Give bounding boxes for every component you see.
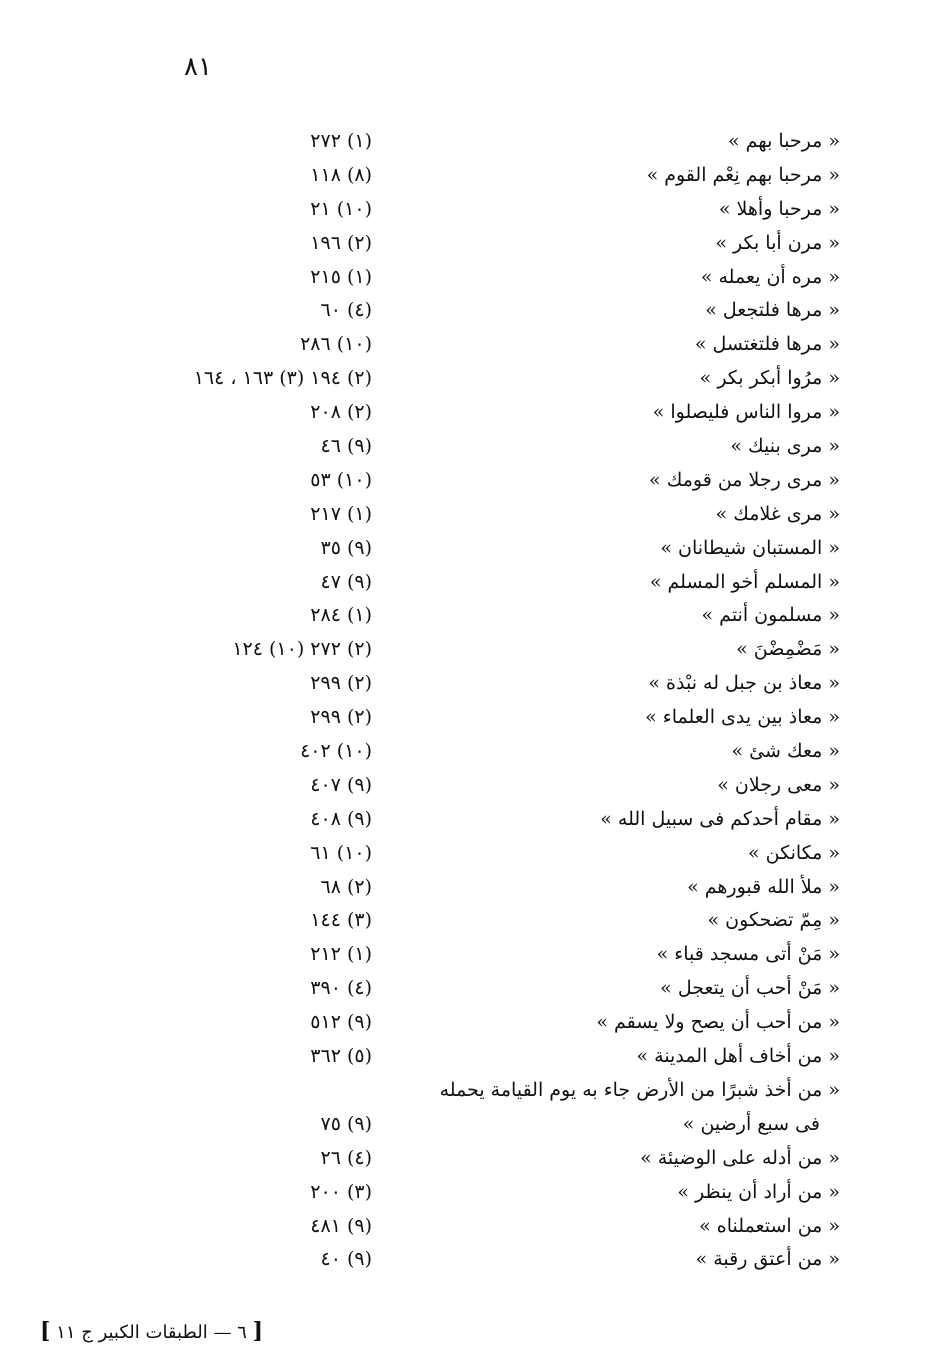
entry-phrase-text: « معك شئ » <box>731 740 840 763</box>
entry-reference: (٩) ٤٨١ <box>310 1214 372 1237</box>
index-entry <box>0 362 946 396</box>
entry-phrase-text: « مِمّ تضحكون » <box>707 909 840 932</box>
entry-reference: (١) ٢٨٤ <box>310 604 372 627</box>
entry-phrase <box>410 904 840 938</box>
index-entry <box>0 227 946 261</box>
entry-phrase-text: « المسلم أخو المسلم » <box>649 570 840 593</box>
entry-reference: (٢) ١٩٤ (٣) ١٦٣ ، ١٦٤ <box>193 367 372 390</box>
index-list <box>0 125 946 1277</box>
index-entry <box>0 566 946 600</box>
entry-phrase <box>410 735 840 769</box>
index-entry <box>0 1243 946 1277</box>
entry-phrase <box>410 1176 840 1210</box>
index-entry <box>0 938 946 972</box>
entry-phrase-continuation: فى سبع أرضين » <box>682 1112 820 1135</box>
entry-phrase-text: « مرها فلتغتسل » <box>694 333 840 356</box>
entry-phrase <box>410 532 840 566</box>
entry-phrase <box>410 972 840 1006</box>
index-entry <box>0 1142 946 1176</box>
entry-reference: (٩) ٤٠٧ <box>310 773 372 796</box>
entry-reference: (١) ٢١٥ <box>310 265 372 288</box>
entry-phrase <box>410 701 840 735</box>
entry-phrase-text: « مرى بنيك » <box>730 435 840 458</box>
index-entry <box>0 599 946 633</box>
index-entry <box>0 769 946 803</box>
index-entry <box>0 1006 946 1040</box>
entry-phrase <box>410 261 840 295</box>
index-entry <box>0 1176 946 1210</box>
entry-phrase <box>410 803 840 837</box>
entry-reference: (١) ٢١٢ <box>310 943 372 966</box>
signature-footer <box>40 1318 263 1344</box>
entry-reference: (٢) ٢٠٨ <box>310 401 372 424</box>
entry-phrase-text: « مرُوا أبكر بكر » <box>699 367 840 390</box>
entry-reference: (٥) ٣٦٢ <box>310 1045 372 1068</box>
index-entry <box>0 972 946 1006</box>
entry-phrase <box>410 498 840 532</box>
index-entry <box>0 193 946 227</box>
entry-reference: (١٠) ٥٣ <box>310 468 372 491</box>
entry-reference: (١) ٢١٧ <box>310 502 372 525</box>
entry-reference: (٨) ١١٨ <box>310 163 372 186</box>
entry-phrase <box>410 464 840 498</box>
entry-reference: (١٠) ٦١ <box>310 841 372 864</box>
index-entry <box>0 904 946 938</box>
entry-phrase-text: « ملأ الله قبورهم » <box>687 875 840 898</box>
entry-phrase-text: « مروا الناس فليصلوا » <box>652 401 840 424</box>
entry-reference: (٤) ٣٩٠ <box>310 977 372 1000</box>
entry-phrase-text: « مرن أبا بكر » <box>715 231 840 254</box>
entry-reference: (٩) ٤٧ <box>320 570 372 593</box>
entry-phrase-text: « من أراد أن ينظر » <box>677 1180 840 1203</box>
index-entry <box>0 803 946 837</box>
entry-phrase <box>410 1210 840 1244</box>
entry-phrase <box>410 599 840 633</box>
entry-reference: (٩) ٤٠ <box>320 1248 372 1271</box>
entry-phrase-text: « مرها فلتجعل » <box>705 299 840 322</box>
entry-reference: (٢) ١٩٦ <box>310 231 372 254</box>
entry-phrase <box>410 1006 840 1040</box>
entry-phrase-text: « من أدله على الوضيئة » <box>640 1146 840 1169</box>
entry-reference: (٩) ٧٥ <box>320 1112 372 1135</box>
entry-phrase-text: « مَضْمِضْنَ » <box>736 638 840 661</box>
entry-phrase-text: « معاذ بين يدى العلماء » <box>645 706 840 729</box>
entry-phrase-text: « من استعملناه » <box>699 1214 840 1237</box>
entry-phrase-text: « مقام أحدكم فى سبيل الله » <box>600 807 840 830</box>
index-entry <box>0 1210 946 1244</box>
entry-reference: (٣) ٢٠٠ <box>310 1180 372 1203</box>
entry-phrase <box>410 362 840 396</box>
index-entry <box>0 532 946 566</box>
index-entry <box>0 396 946 430</box>
index-entry <box>0 261 946 295</box>
entry-phrase <box>410 769 840 803</box>
entry-phrase <box>410 294 840 328</box>
entry-phrase <box>410 1074 840 1142</box>
entry-phrase <box>410 193 840 227</box>
entry-phrase <box>410 1040 840 1074</box>
index-entry <box>0 837 946 871</box>
entry-phrase <box>410 938 840 972</box>
entry-phrase-text: « مَنْ أحب أن يتعجل » <box>660 977 840 1000</box>
entry-phrase <box>410 125 840 159</box>
entry-reference: (٢) ٢٩٩ <box>310 706 372 729</box>
entry-reference: (٩) ٣٥ <box>320 536 372 559</box>
index-entry <box>0 430 946 464</box>
index-entry <box>0 667 946 701</box>
entry-phrase-text: « من أحب أن يصح ولا يسقم » <box>596 1011 840 1034</box>
entry-reference: (٢) ٢٩٩ <box>310 672 372 695</box>
index-entry <box>0 159 946 193</box>
entry-phrase-text: « مرى رجلا من قومك » <box>649 468 840 491</box>
entry-phrase <box>410 633 840 667</box>
entry-phrase-text: « مسلمون أنتم » <box>701 604 840 627</box>
index-entry <box>0 498 946 532</box>
entry-phrase-text: « مرحبا بهم نِعْم القوم » <box>646 163 840 186</box>
entry-phrase-text: « مكانكن » <box>747 841 840 864</box>
entry-phrase <box>410 871 840 905</box>
index-entry <box>0 294 946 328</box>
entry-phrase <box>410 396 840 430</box>
entry-phrase-text: « مرى غلامك » <box>715 502 840 525</box>
entry-phrase <box>410 667 840 701</box>
entry-reference: (٤) ٢٦ <box>320 1146 372 1169</box>
entry-phrase-text: « مرحبا بهم » <box>728 130 840 152</box>
entry-reference: (٩) ٤٦ <box>320 435 372 458</box>
entry-phrase-text: « معى رجلان » <box>717 773 840 796</box>
entry-reference: (٩) ٥١٢ <box>310 1011 372 1034</box>
entry-reference: (٢) ٢٧٢ (١٠) ١٢٤ <box>232 638 372 661</box>
entry-reference: (٩) ٤٠٨ <box>310 807 372 830</box>
entry-reference: (١٠) ٤٠٢ <box>300 740 372 763</box>
footer-text: ٦ — الطبقات الكبير ج ١١ <box>56 1322 247 1343</box>
entry-phrase-text: « مرحبا وأهلا » <box>718 197 840 220</box>
entry-phrase <box>410 227 840 261</box>
entry-phrase <box>410 566 840 600</box>
index-entry <box>0 464 946 498</box>
entry-phrase-text: « مَنْ أتى مسجد قباء » <box>656 943 840 966</box>
entry-phrase-text: « معاذ بن جبل له نبْذة » <box>648 672 840 695</box>
entry-phrase-text: « المستبان شيطانان » <box>660 536 840 559</box>
entry-phrase-text: « مره أن يعمله » <box>700 265 840 288</box>
index-entry <box>0 1040 946 1074</box>
index-entry <box>0 633 946 667</box>
footer-bracket-open: [ <box>252 1318 263 1344</box>
entry-phrase <box>410 159 840 193</box>
entry-reference: (٢) ٦٨ <box>320 875 372 898</box>
index-entry <box>0 125 946 159</box>
entry-reference: (١) ٢٧٢ <box>310 130 372 152</box>
index-entry <box>0 701 946 735</box>
entry-phrase <box>410 837 840 871</box>
entry-phrase-text: « من أخذ شبرًا من الأرض جاء به يوم القيامة يحمله <box>439 1078 840 1101</box>
index-entry <box>0 871 946 905</box>
index-entry <box>0 1074 946 1142</box>
index-entry <box>0 328 946 362</box>
entry-reference: (٤) ٦٠ <box>320 299 372 322</box>
entry-phrase-text: « من أخاف أهل المدينة » <box>636 1045 840 1068</box>
entry-reference: (١٠) ٢٨٦ <box>300 333 372 356</box>
footer-bracket-close: ] <box>40 1318 51 1344</box>
entry-reference: (٣) ١٤٤ <box>310 909 372 932</box>
entry-phrase <box>410 1142 840 1176</box>
page-number: ٨١ <box>184 52 212 82</box>
entry-phrase <box>410 328 840 362</box>
entry-phrase <box>410 1243 840 1277</box>
entry-reference: (١٠) ٢١ <box>310 197 372 220</box>
index-entry <box>0 735 946 769</box>
entry-phrase <box>410 430 840 464</box>
entry-phrase-text: « من أعتق رقبة » <box>695 1248 840 1271</box>
